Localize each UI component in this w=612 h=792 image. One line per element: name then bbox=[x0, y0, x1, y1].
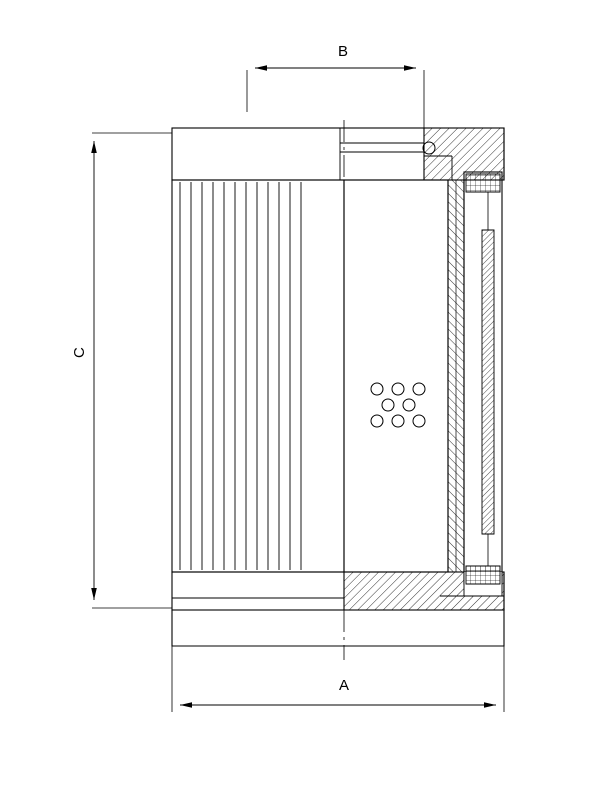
top-end-cap bbox=[172, 128, 504, 180]
dimension-label-B: B bbox=[338, 43, 349, 60]
filter-core-body bbox=[344, 180, 448, 572]
dimension-label-A: A bbox=[339, 677, 350, 694]
dimension-C bbox=[92, 133, 172, 608]
bottom-flange bbox=[172, 610, 504, 646]
dimension-B bbox=[247, 68, 424, 140]
dimension-label-C: C bbox=[71, 347, 88, 358]
pleat-pack bbox=[172, 180, 344, 572]
outer-mesh-chamber bbox=[464, 172, 502, 584]
dimension-A bbox=[172, 610, 504, 712]
support-tube-wall bbox=[448, 180, 464, 572]
bottom-end-cap bbox=[172, 566, 504, 610]
perforation-holes bbox=[371, 383, 425, 427]
